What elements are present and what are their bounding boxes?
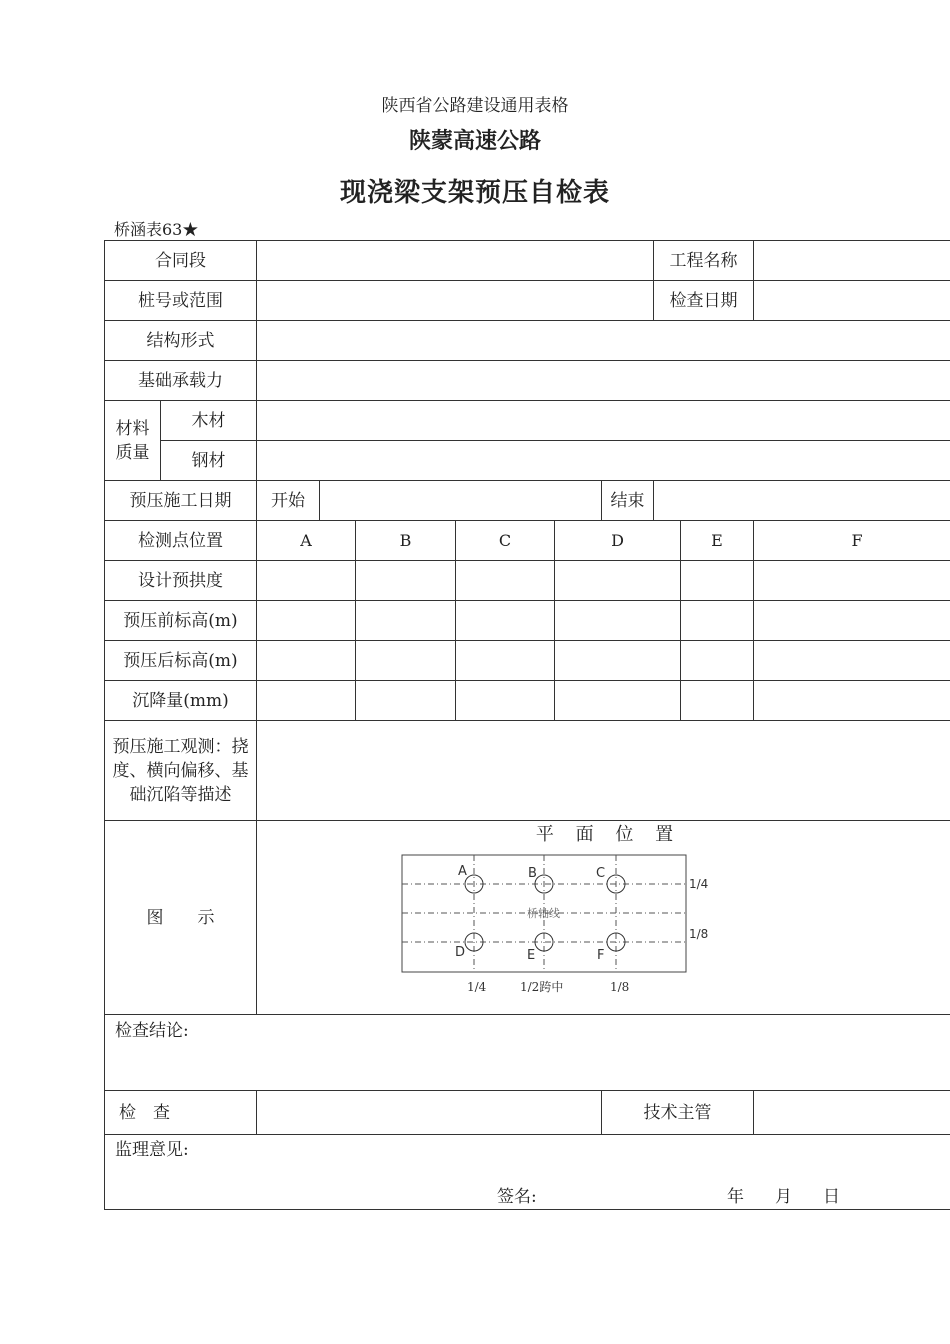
- data-cell[interactable]: [356, 641, 456, 681]
- form-series-title: 陕西省公路建设通用表格: [381, 96, 569, 116]
- structure-value[interactable]: [257, 321, 950, 361]
- timber-label: 木材: [161, 401, 257, 441]
- point-header: C: [456, 521, 555, 561]
- data-cell[interactable]: [555, 641, 681, 681]
- data-cell[interactable]: [257, 681, 356, 721]
- data-cell[interactable]: [456, 681, 555, 721]
- data-cell[interactable]: [356, 681, 456, 721]
- settlement-label: 沉降量(mm): [105, 681, 257, 721]
- preload-date-label: 预压施工日期: [105, 481, 257, 521]
- steel-label: 钢材: [161, 441, 257, 481]
- point-label: A: [458, 864, 467, 879]
- structure-label: 结构形式: [105, 321, 257, 361]
- point-label: D: [455, 945, 466, 960]
- day-label: 日: [823, 1187, 840, 1207]
- point-label: F: [597, 948, 605, 963]
- scale-label: 1/8: [610, 980, 630, 994]
- year-label: 年: [727, 1187, 744, 1207]
- data-cell[interactable]: [456, 641, 555, 681]
- check-date-label: 检查日期: [654, 281, 754, 321]
- contract-value[interactable]: [257, 241, 654, 281]
- data-cell[interactable]: [681, 641, 754, 681]
- point-header: F: [754, 521, 950, 561]
- data-cell[interactable]: [754, 641, 950, 681]
- data-cell[interactable]: [257, 641, 356, 681]
- scale-label: 1/4: [689, 877, 709, 891]
- data-cell[interactable]: [257, 561, 356, 601]
- data-cell[interactable]: [754, 681, 950, 721]
- material-quality-label: 材料质量: [105, 401, 161, 481]
- start-label: 开始: [257, 481, 320, 521]
- form-number: 桥涵表63★: [114, 220, 199, 239]
- contract-label: 合同段: [105, 241, 257, 281]
- scale-label: 1/2跨中: [520, 980, 564, 994]
- tech-supervisor-label: 技术主管: [602, 1091, 754, 1135]
- end-label: 结束: [602, 481, 654, 521]
- steel-value[interactable]: [257, 441, 950, 481]
- point-header: D: [555, 521, 681, 561]
- point-label: E: [527, 948, 536, 963]
- observation-value[interactable]: [257, 721, 950, 821]
- end-value[interactable]: [654, 481, 950, 521]
- point-label: B: [528, 866, 537, 881]
- data-cell[interactable]: [555, 681, 681, 721]
- station-value[interactable]: [257, 281, 654, 321]
- observation-label: 预压施工观测：挠度、横向偏移、基础沉陷等描述: [105, 721, 257, 821]
- figure-cell: [257, 821, 950, 1015]
- data-cell[interactable]: [356, 601, 456, 641]
- project-name-value[interactable]: [754, 241, 950, 281]
- data-cell[interactable]: [681, 681, 754, 721]
- supervisor-opinion-cell[interactable]: [105, 1135, 950, 1210]
- plan-title: 平 面 位 置: [535, 824, 682, 845]
- point-position-label: 检测点位置: [105, 521, 257, 561]
- foundation-label: 基础承载力: [105, 361, 257, 401]
- data-cell[interactable]: [754, 601, 950, 641]
- data-cell[interactable]: [681, 601, 754, 641]
- form-title: 现浇梁支架预压自检表: [339, 178, 610, 208]
- foundation-value[interactable]: [257, 361, 950, 401]
- signature-label: 签名:: [497, 1187, 537, 1207]
- station-label: 桩号或范围: [105, 281, 257, 321]
- timber-value[interactable]: [257, 401, 950, 441]
- month-label: 月: [775, 1187, 792, 1207]
- scale-label: 1/8: [689, 927, 709, 941]
- inspection-table: [104, 240, 950, 1210]
- inspection-value[interactable]: [257, 1091, 602, 1135]
- plan-diagram: [392, 849, 712, 999]
- point-header: E: [681, 521, 754, 561]
- inspection-label: 检 查: [105, 1091, 257, 1135]
- axis-label: 桥轴线: [527, 907, 560, 920]
- start-value[interactable]: [320, 481, 602, 521]
- supervisor-opinion-label: 监理意见:: [115, 1140, 189, 1160]
- data-cell[interactable]: [456, 561, 555, 601]
- design-camber-label: 设计预拱度: [105, 561, 257, 601]
- data-cell[interactable]: [456, 601, 555, 641]
- point-header: B: [356, 521, 456, 561]
- check-date-value[interactable]: [754, 281, 950, 321]
- elev-after-label: 预压后标高(m): [105, 641, 257, 681]
- elev-before-label: 预压前标高(m): [105, 601, 257, 641]
- data-cell[interactable]: [754, 561, 950, 601]
- figure-label: 图 示: [105, 821, 257, 1015]
- scale-label: 1/4: [467, 980, 487, 994]
- point-header: A: [257, 521, 356, 561]
- conclusion-cell[interactable]: 检查结论:: [105, 1015, 950, 1091]
- data-cell[interactable]: [356, 561, 456, 601]
- data-cell[interactable]: [681, 561, 754, 601]
- point-label: C: [596, 866, 606, 881]
- data-cell[interactable]: [555, 561, 681, 601]
- data-cell[interactable]: [257, 601, 356, 641]
- project-title: 陕蒙高速公路: [408, 129, 541, 154]
- project-name-label: 工程名称: [654, 241, 754, 281]
- data-cell[interactable]: [555, 601, 681, 641]
- tech-supervisor-value[interactable]: [754, 1091, 950, 1135]
